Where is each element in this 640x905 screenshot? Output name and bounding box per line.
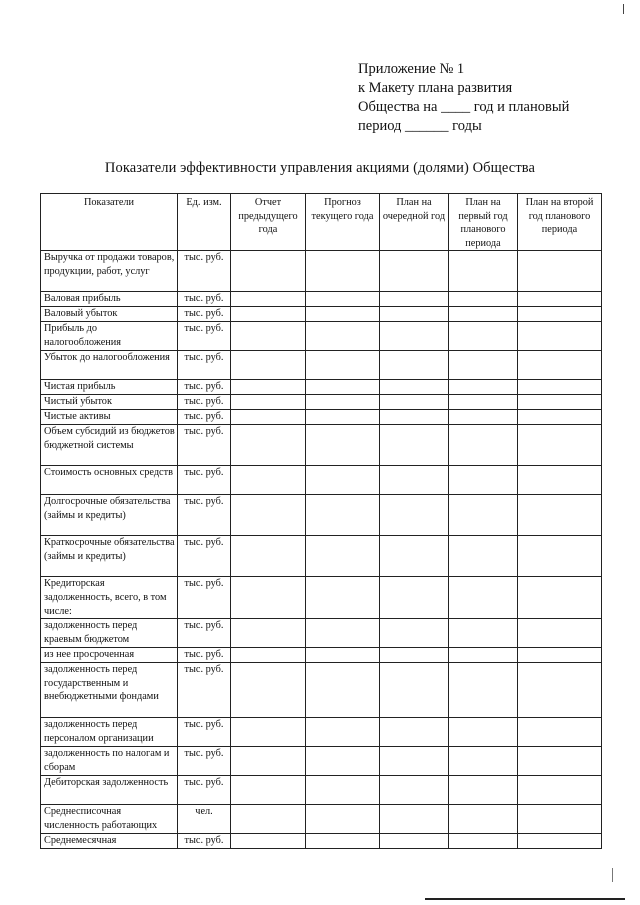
- table-row: [41, 395, 602, 410]
- table-row: [41, 577, 602, 619]
- value-cell: [449, 380, 518, 395]
- indicator-unit: тыс. руб.: [178, 351, 231, 380]
- value-cell: [380, 395, 449, 410]
- value-cell: [518, 834, 602, 849]
- value-cell: [518, 663, 602, 718]
- value-cell: [449, 805, 518, 834]
- table-row: [41, 425, 602, 466]
- indicator-name: задолженность перед краевым бюджетом: [41, 619, 178, 648]
- value-cell: [380, 718, 449, 747]
- value-cell: [231, 776, 306, 805]
- indicator-name: Валовая прибыль: [41, 292, 178, 307]
- value-cell: [306, 425, 380, 466]
- value-cell: [518, 776, 602, 805]
- value-cell: [306, 619, 380, 648]
- value-cell: [449, 495, 518, 536]
- indicator-name: задолженность перед персоналом организации: [41, 718, 178, 747]
- indicators-table: [40, 193, 602, 849]
- value-cell: [518, 292, 602, 307]
- value-cell: [306, 834, 380, 849]
- value-cell: [231, 395, 306, 410]
- value-cell: [380, 776, 449, 805]
- appendix-line: Приложение № 1: [358, 61, 465, 77]
- indicator-unit: тыс. руб.: [178, 577, 231, 619]
- indicator-name: Дебиторская задолженность: [41, 776, 178, 805]
- table-row: [41, 776, 602, 805]
- value-cell: [449, 776, 518, 805]
- table-row: [41, 663, 602, 718]
- value-cell: [380, 351, 449, 380]
- value-cell: [518, 805, 602, 834]
- value-cell: [380, 292, 449, 307]
- value-cell: [380, 536, 449, 577]
- value-cell: [380, 805, 449, 834]
- table-row: [41, 834, 602, 849]
- value-cell: [231, 307, 306, 322]
- table-row: [41, 410, 602, 425]
- indicator-unit: тыс. руб.: [178, 834, 231, 849]
- value-cell: [231, 251, 306, 292]
- table-row: [41, 747, 602, 776]
- value-cell: [449, 322, 518, 351]
- value-cell: [518, 747, 602, 776]
- value-cell: [518, 536, 602, 577]
- indicator-unit: тыс. руб.: [178, 495, 231, 536]
- value-cell: [380, 834, 449, 849]
- value-cell: [306, 776, 380, 805]
- table-row: [41, 619, 602, 648]
- indicator-unit: тыс. руб.: [178, 747, 231, 776]
- column-header-forecast: Прогноз текущего года: [306, 194, 380, 251]
- indicator-unit: тыс. руб.: [178, 536, 231, 577]
- value-cell: [449, 834, 518, 849]
- indicator-name: Стоимость основных средств: [41, 466, 178, 495]
- column-header-plan-second: План на второй год планового периода: [518, 194, 602, 251]
- value-cell: [306, 577, 380, 619]
- value-cell: [380, 747, 449, 776]
- table-row: [41, 251, 602, 292]
- indicator-name: Чистые активы: [41, 410, 178, 425]
- value-cell: [449, 536, 518, 577]
- table-row: [41, 322, 602, 351]
- value-cell: [449, 292, 518, 307]
- table-row: [41, 495, 602, 536]
- value-cell: [518, 495, 602, 536]
- value-cell: [449, 466, 518, 495]
- value-cell: [449, 410, 518, 425]
- value-cell: [231, 718, 306, 747]
- indicator-unit: тыс. руб.: [178, 410, 231, 425]
- value-cell: [518, 619, 602, 648]
- value-cell: [518, 410, 602, 425]
- indicator-name: Среднесписочная численность работающих: [41, 805, 178, 834]
- value-cell: [518, 322, 602, 351]
- column-header-plan-first: План на первый год планового периода: [449, 194, 518, 251]
- value-cell: [231, 466, 306, 495]
- indicator-name: Среднемесячная: [41, 834, 178, 849]
- value-cell: [306, 307, 380, 322]
- value-cell: [380, 380, 449, 395]
- value-cell: [449, 718, 518, 747]
- indicator-unit: тыс. руб.: [178, 648, 231, 663]
- value-cell: [380, 577, 449, 619]
- value-cell: [306, 351, 380, 380]
- table-header-row: [41, 194, 602, 251]
- value-cell: [449, 619, 518, 648]
- value-cell: [380, 307, 449, 322]
- indicator-name: Кредиторская задолженность, всего, в том числе:: [41, 577, 178, 619]
- value-cell: [231, 577, 306, 619]
- value-cell: [449, 351, 518, 380]
- value-cell: [231, 351, 306, 380]
- value-cell: [380, 619, 449, 648]
- value-cell: [518, 466, 602, 495]
- value-cell: [231, 805, 306, 834]
- indicator-unit: тыс. руб.: [178, 776, 231, 805]
- value-cell: [231, 410, 306, 425]
- value-cell: [306, 292, 380, 307]
- value-cell: [306, 663, 380, 718]
- scan-edge-line: [425, 898, 625, 900]
- value-cell: [449, 395, 518, 410]
- indicator-name: Объем субсидий из бюджетов бюджетной системы: [41, 425, 178, 466]
- value-cell: [231, 495, 306, 536]
- value-cell: [306, 322, 380, 351]
- value-cell: [518, 380, 602, 395]
- indicator-unit: тыс. руб.: [178, 663, 231, 718]
- value-cell: [231, 619, 306, 648]
- scan-edge-mark: [623, 4, 624, 14]
- document-title: Показатели эффективности управления акциями (долями) Общества: [104, 160, 536, 176]
- table-row: [41, 351, 602, 380]
- indicator-unit: тыс. руб.: [178, 380, 231, 395]
- table-row: [41, 292, 602, 307]
- appendix-line: Общества на ____ год и плановый: [358, 99, 570, 115]
- indicator-name: Чистый убыток: [41, 395, 178, 410]
- appendix-line: период ______ годы: [358, 118, 482, 134]
- value-cell: [449, 577, 518, 619]
- indicator-unit: тыс. руб.: [178, 718, 231, 747]
- value-cell: [380, 648, 449, 663]
- table-row: [41, 380, 602, 395]
- table-row: [41, 805, 602, 834]
- indicator-unit: тыс. руб.: [178, 322, 231, 351]
- value-cell: [306, 410, 380, 425]
- value-cell: [306, 536, 380, 577]
- indicator-unit: тыс. руб.: [178, 251, 231, 292]
- value-cell: [449, 648, 518, 663]
- value-cell: [306, 718, 380, 747]
- value-cell: [380, 425, 449, 466]
- value-cell: [306, 495, 380, 536]
- table-row: [41, 466, 602, 495]
- value-cell: [306, 380, 380, 395]
- value-cell: [380, 495, 449, 536]
- value-cell: [306, 648, 380, 663]
- indicator-name: Прибыль до налогообложения: [41, 322, 178, 351]
- indicator-name: Долгосрочные обязательства (займы и кредиты): [41, 495, 178, 536]
- indicator-unit: чел.: [178, 805, 231, 834]
- indicator-unit: тыс. руб.: [178, 395, 231, 410]
- value-cell: [231, 663, 306, 718]
- value-cell: [449, 663, 518, 718]
- scan-edge-mark: [612, 868, 613, 882]
- value-cell: [380, 410, 449, 425]
- appendix-line: к Макету плана развития: [358, 80, 513, 96]
- value-cell: [518, 425, 602, 466]
- value-cell: [518, 577, 602, 619]
- column-header-report: Отчет предыдущего года: [231, 194, 306, 251]
- indicator-name: задолженность по налогам и сборам: [41, 747, 178, 776]
- column-header-plan-next: План на очередной год: [380, 194, 449, 251]
- indicator-name: из нее просроченная: [41, 648, 178, 663]
- value-cell: [380, 663, 449, 718]
- value-cell: [231, 425, 306, 466]
- indicator-unit: тыс. руб.: [178, 619, 231, 648]
- value-cell: [449, 251, 518, 292]
- table-row: [41, 718, 602, 747]
- value-cell: [231, 380, 306, 395]
- value-cell: [518, 395, 602, 410]
- indicator-unit: тыс. руб.: [178, 307, 231, 322]
- indicator-name: Краткосрочные обязательства (займы и кредиты): [41, 536, 178, 577]
- value-cell: [518, 351, 602, 380]
- table-row: [41, 648, 602, 663]
- value-cell: [449, 307, 518, 322]
- value-cell: [380, 251, 449, 292]
- value-cell: [518, 648, 602, 663]
- indicator-unit: тыс. руб.: [178, 466, 231, 495]
- table-row: [41, 536, 602, 577]
- value-cell: [306, 747, 380, 776]
- column-header-indicator: Показатели: [41, 194, 178, 251]
- value-cell: [518, 307, 602, 322]
- value-cell: [380, 322, 449, 351]
- indicator-unit: тыс. руб.: [178, 292, 231, 307]
- indicator-unit: тыс. руб.: [178, 425, 231, 466]
- value-cell: [306, 805, 380, 834]
- value-cell: [306, 251, 380, 292]
- appendix-header: [358, 60, 628, 136]
- indicator-name: Выручка от продажи товаров, продукции, работ, услуг: [41, 251, 178, 292]
- column-header-unit: Ед. изм.: [178, 194, 231, 251]
- value-cell: [231, 834, 306, 849]
- value-cell: [231, 536, 306, 577]
- value-cell: [231, 292, 306, 307]
- value-cell: [306, 466, 380, 495]
- value-cell: [231, 322, 306, 351]
- value-cell: [306, 395, 380, 410]
- value-cell: [231, 648, 306, 663]
- value-cell: [231, 747, 306, 776]
- indicator-name: Валовый убыток: [41, 307, 178, 322]
- indicator-name: Убыток до налогообложения: [41, 351, 178, 380]
- indicator-name: задолженность перед государственным и внебюджетными фондами: [41, 663, 178, 718]
- value-cell: [449, 747, 518, 776]
- value-cell: [449, 425, 518, 466]
- table-row: [41, 307, 602, 322]
- value-cell: [380, 466, 449, 495]
- value-cell: [518, 718, 602, 747]
- value-cell: [518, 251, 602, 292]
- indicator-name: Чистая прибыль: [41, 380, 178, 395]
